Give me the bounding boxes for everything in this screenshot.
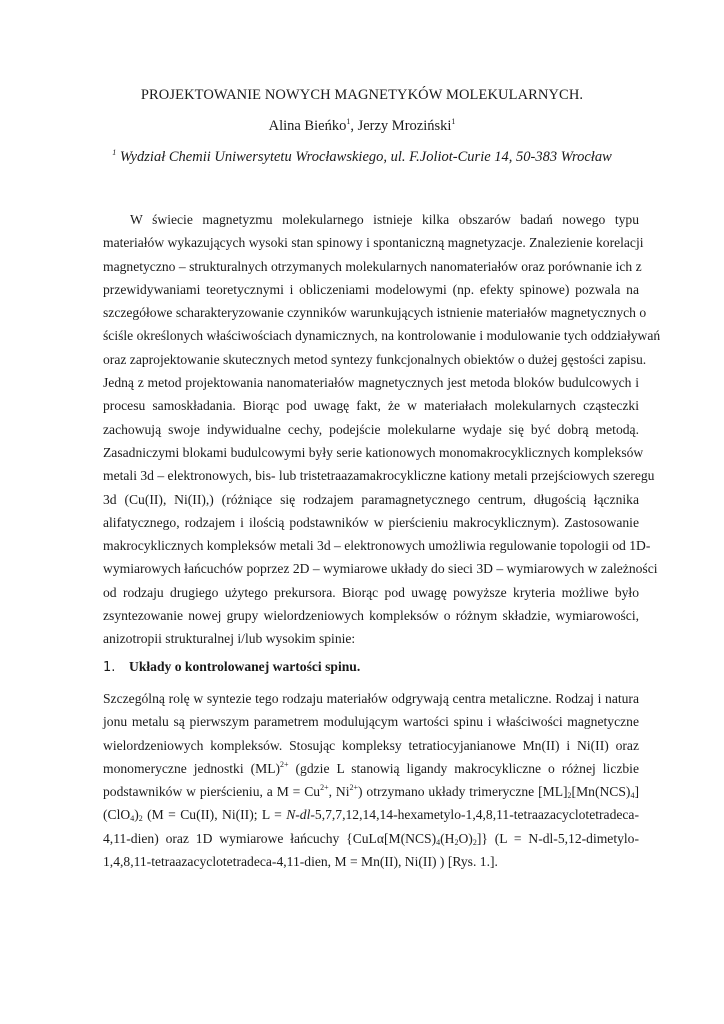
text-run: (H <box>440 830 455 846</box>
text-line: metali 3d – elektronowych, bis- lub tristetraazamakrocykliczne kationy metali przejściowych szeregu <box>103 468 655 484</box>
text-run: ] <box>634 784 639 800</box>
paragraph-section-1 <box>103 687 639 873</box>
text-line: od rodzaju drugiego użytego prekursora. Biorąc pod uwagę powyższe kryteria możliwe było <box>103 584 639 600</box>
text-line: wymiarowych łańcuchów poprzez 2D – wymiarowe układy do sieci 3D – wymiarowych w zależności <box>103 561 658 577</box>
text-line: W świecie magnetyzmu molekularnego istnieje kilka obszarów badań nowego typu <box>130 212 639 227</box>
author-name: Alina Bieńko <box>268 118 347 134</box>
text-line: 1,4,8,11-tetraazacyclotetradeca-4,11-dien, M = Mn(II), Ni(II) ) [Rys. 1.]. <box>103 854 498 870</box>
text-run: (gdzie L stanowią ligandy makrocykliczne o różnej liczbie <box>288 760 639 776</box>
subscript: 2 <box>454 837 459 847</box>
text-line: ściśle określonych właściwościach dynamicznych, na kontrolowanie i modulowanie tych oddziaływań <box>103 328 661 344</box>
text-line: zsyntezowanie nowej grupy wielordzeniowych kompleksów o różnym składzie, wymiarowości, <box>103 608 639 624</box>
text-line: zachowują swoje indywidualne cechy, podejście molekularne wydaje się być dobrą metodą. <box>103 421 639 437</box>
text-line <box>103 757 639 780</box>
text-line: Zasadniczymi blokami budulcowymi były serie kationowych monomakrocyklicznych kompleksów <box>103 444 644 460</box>
text-line: jonu metalu są pierwszym parametrem modulującym wartości spinu i właściwości magnetyczne <box>103 714 639 730</box>
section-title: Układy o kontrolowanej wartości spinu. <box>129 659 361 674</box>
author-separator: , <box>350 118 358 134</box>
text-line: szczegółowe scharakteryzowanie czynników warunkujących istnienie materiałów magnetycznych o <box>103 305 647 321</box>
superscript: 2+ <box>280 759 289 769</box>
section-heading <box>103 659 360 675</box>
author-name: Jerzy Mroziński <box>357 118 452 134</box>
text-run: (M = Cu(II), Ni(II); L = <box>142 807 287 823</box>
text-line: przewidywaniami teoretycznymi i obliczeniami modelowymi (np. efekty spinowe) pozwala na <box>103 281 639 297</box>
author-line <box>0 118 724 135</box>
text-line: anizotropii strukturalnej i/lub wysokim spinie: <box>103 631 356 647</box>
text-line: materiałów wykazujących wysoki stan spinowy i spontaniczną magnetyzacje. Znalezienie korelacji <box>103 235 644 251</box>
text-line <box>103 803 639 826</box>
subscript: 2 <box>472 837 477 847</box>
text-run: ]} (L = N-dl-5,12-dimetylo- <box>476 830 640 846</box>
text-run: (ClO <box>103 807 131 823</box>
text-line: Jedną z metod projektowania nanomateriałów magnetycznych jest metoda bloków budulcowych i <box>103 375 639 391</box>
subscript: 2 <box>567 791 572 801</box>
text-line: oraz zaprojektowanie skutecznych metod syntezy funkcjonalnych obiektów o dużej gęstości zapisu. <box>103 351 647 367</box>
subscript: 4 <box>436 837 441 847</box>
paper-title: PROJEKTOWANIE NOWYCH MAGNETYKÓW MOLEKULARNYCH. <box>140 87 584 103</box>
text-line: wielordzeniowych kompleksów. Stosując kompleksy tetratiocyjanianowe Mn(II) i Ni(II) oraz <box>103 737 639 753</box>
italic-text: N-dl <box>286 807 311 823</box>
author-affiliation-mark: 1 <box>346 117 351 126</box>
text-run: -5,7,7,12,14,14-hexametylo-1,4,8,11-tetraazacyclotetradeca- <box>310 807 639 823</box>
text-run: [Mn(NCS) <box>571 784 631 800</box>
subscript: 2 <box>138 814 143 824</box>
text-line: Szczególną rolę w syntezie tego rodzaju materiałów odgrywają centra metaliczne. Rodzaj i natura <box>103 691 639 706</box>
text-run: monomeryczne jednostki (ML) <box>103 760 281 776</box>
text-line: 3d (Cu(II), Ni(II),) (różniące się rodzajem paramagnetycznego centrum, długością łącznika <box>103 491 639 507</box>
text-line: procesu samoskładania. Biorąc pod uwagę fakt, że w materiałach molekularnych cząsteczki <box>103 398 639 414</box>
text-run: O) <box>458 830 473 846</box>
superscript: 2+ <box>349 783 358 793</box>
author-affiliation-mark: 1 <box>451 117 456 126</box>
affiliation-mark: 1 <box>112 148 117 157</box>
text-run: , Ni <box>328 784 350 800</box>
text-run: podstawników w pierścieniu, a M = Cu <box>103 784 321 800</box>
affiliation-text: Wydział Chemii Uniwersytetu Wrocławskiego, ul. F.Joliot-Curie 14, 50-383 Wrocław <box>119 149 612 165</box>
affiliation <box>0 149 724 166</box>
subscript: 4 <box>130 814 135 824</box>
text-line: magnetyczno – strukturalnych otrzymanych molekularnych nanomateriałów oraz porównanie ich z <box>103 258 642 274</box>
text-line <box>103 827 639 850</box>
text-run: ) otrzymano układy trimeryczne [ML] <box>358 784 568 800</box>
subscript: 4 <box>630 791 635 801</box>
text-run: 4,11-dien) oraz 1D wymiarowe łańcuchy {CuLα[M(NCS) <box>103 830 437 846</box>
text-line <box>103 780 639 803</box>
section-number: 1. <box>103 660 116 675</box>
superscript: 2+ <box>320 783 329 793</box>
paragraph-intro <box>103 208 661 651</box>
text-line: makrocyklicznych kompleksów metali 3d – elektronowych umożliwia regulowanie topologii od 1D- <box>103 538 651 554</box>
text-line: alifatycznego, rodzajem i ilością podstawników w pierścieniu makrocyklicznym). Zastosowanie <box>103 514 639 530</box>
text-run: ) <box>134 807 139 823</box>
